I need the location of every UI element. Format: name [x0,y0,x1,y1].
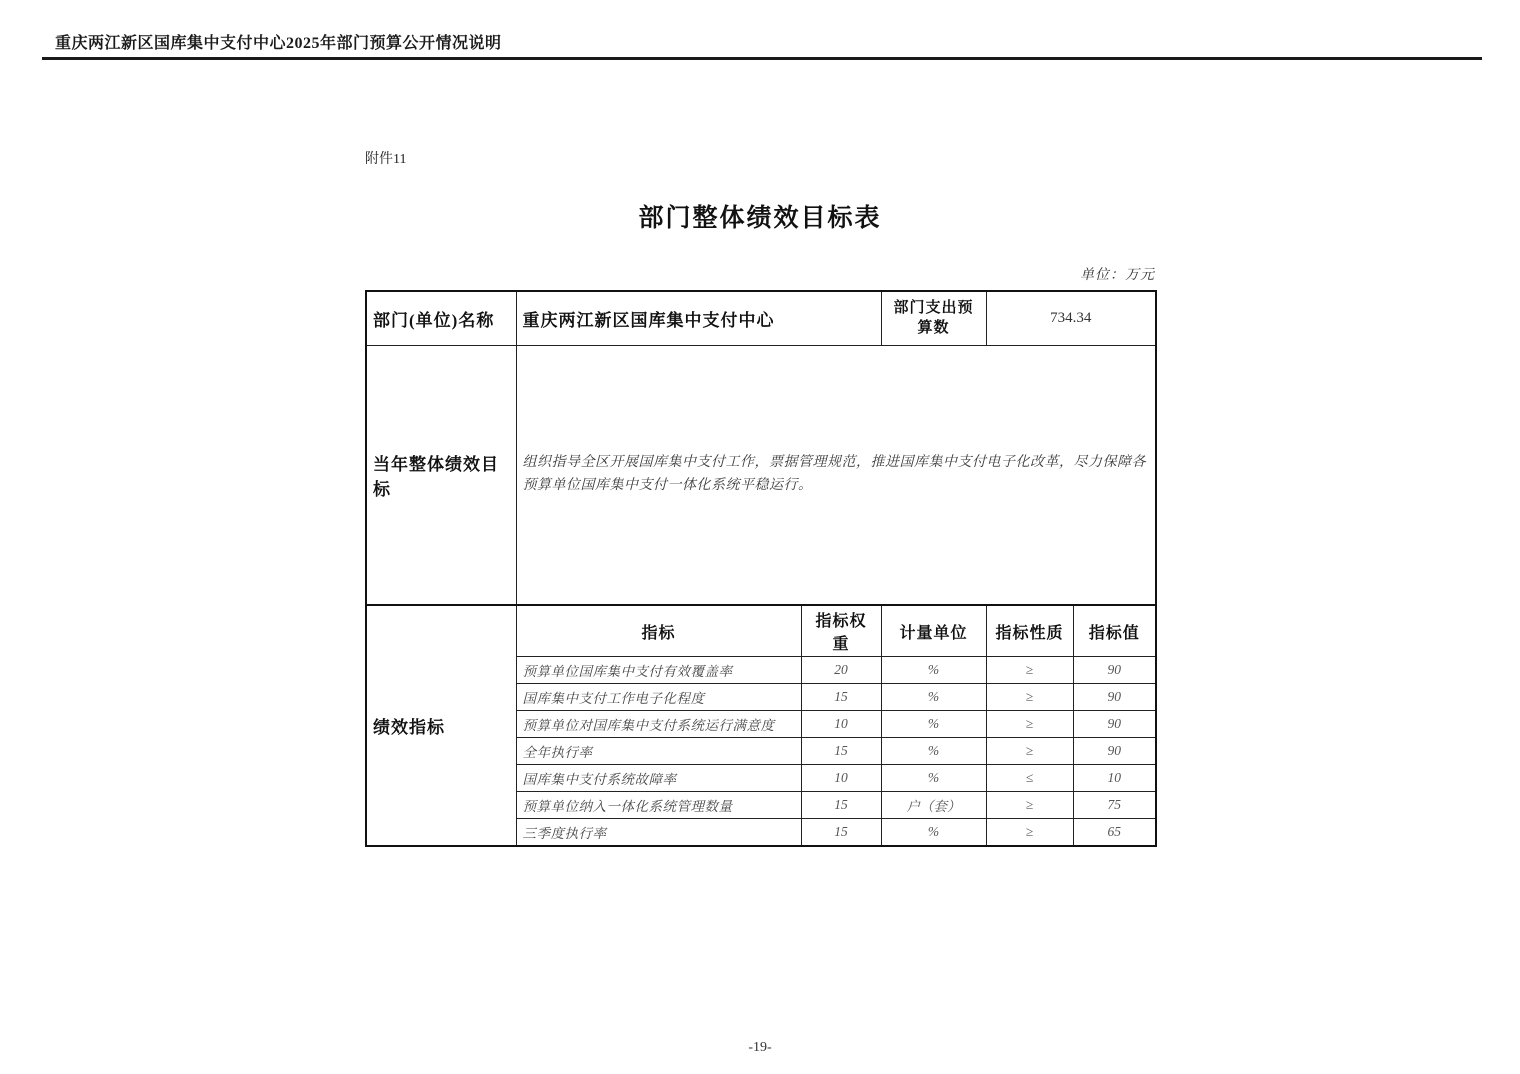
indicator-value: 90 [1073,738,1156,765]
performance-target-table [365,290,1157,847]
indicator-value: 75 [1073,792,1156,819]
indicators-section-label: 绩效指标 [366,605,516,846]
attachment-label: 附件11 [365,152,407,167]
indicator-unit: % [881,819,986,846]
annual-goal-text: 组织指导全区开展国库集中支付工作，票据管理规范，推进国库集中支付电子化改革，尽力保障各预算单位国库集中支付一体化系统平稳运行。 [516,345,1156,605]
indicator-value: 65 [1073,819,1156,846]
indicator-unit: 户（套） [881,792,986,819]
indicator-value: 90 [1073,657,1156,684]
indicator-value: 90 [1073,711,1156,738]
indicator-weight: 15 [801,684,881,711]
indicator-unit: % [881,711,986,738]
indicator-name: 预算单位国库集中支付有效覆盖率 [516,657,801,684]
col-header-indicator: 指标 [516,605,801,657]
indicator-nature: ≥ [986,792,1073,819]
indicator-name: 预算单位纳入一体化系统管理数量 [516,792,801,819]
indicator-nature: ≥ [986,684,1073,711]
indicator-unit: % [881,657,986,684]
unit-note: 单位：万元 [1080,268,1155,283]
indicator-unit: % [881,738,986,765]
indicator-name: 国库集中支付工作电子化程度 [516,684,801,711]
indicator-name: 三季度执行率 [516,819,801,846]
indicator-weight: 15 [801,792,881,819]
indicator-nature: ≥ [986,738,1073,765]
indicator-weight: 10 [801,765,881,792]
indicator-nature: ≥ [986,711,1073,738]
indicator-nature: ≤ [986,765,1073,792]
budget-label: 部门支出预算数 [881,291,986,345]
header-divider-line [42,57,1482,60]
indicator-header-row [366,605,1156,657]
budget-value: 734.34 [986,291,1156,345]
indicator-nature: ≥ [986,819,1073,846]
indicator-weight: 15 [801,738,881,765]
indicator-weight: 15 [801,819,881,846]
page-number: -19- [748,1040,772,1055]
indicator-name: 国库集中支付系统故障率 [516,765,801,792]
indicator-name: 全年执行率 [516,738,801,765]
indicator-name: 预算单位对国库集中支付系统运行满意度 [516,711,801,738]
indicator-nature: ≥ [986,657,1073,684]
indicator-value: 90 [1073,684,1156,711]
table-row [366,291,1156,345]
indicator-value: 10 [1073,765,1156,792]
col-header-value: 指标值 [1073,605,1156,657]
dept-name-value: 重庆两江新区国库集中支付中心 [516,291,881,345]
col-header-nature: 指标性质 [986,605,1073,657]
col-header-unit: 计量单位 [881,605,986,657]
document-header-title: 重庆两江新区国库集中支付中心2025年部门预算公开情况说明 [55,35,502,52]
col-header-weight: 指标权重 [801,605,881,657]
indicator-weight: 20 [801,657,881,684]
indicator-weight: 10 [801,711,881,738]
page-title: 部门整体绩效目标表 [638,205,882,232]
indicator-unit: % [881,765,986,792]
dept-name-label: 部门(单位)名称 [366,291,516,345]
annual-goal-label: 当年整体绩效目标 [366,345,516,605]
table-row [366,345,1156,605]
indicator-unit: % [881,684,986,711]
